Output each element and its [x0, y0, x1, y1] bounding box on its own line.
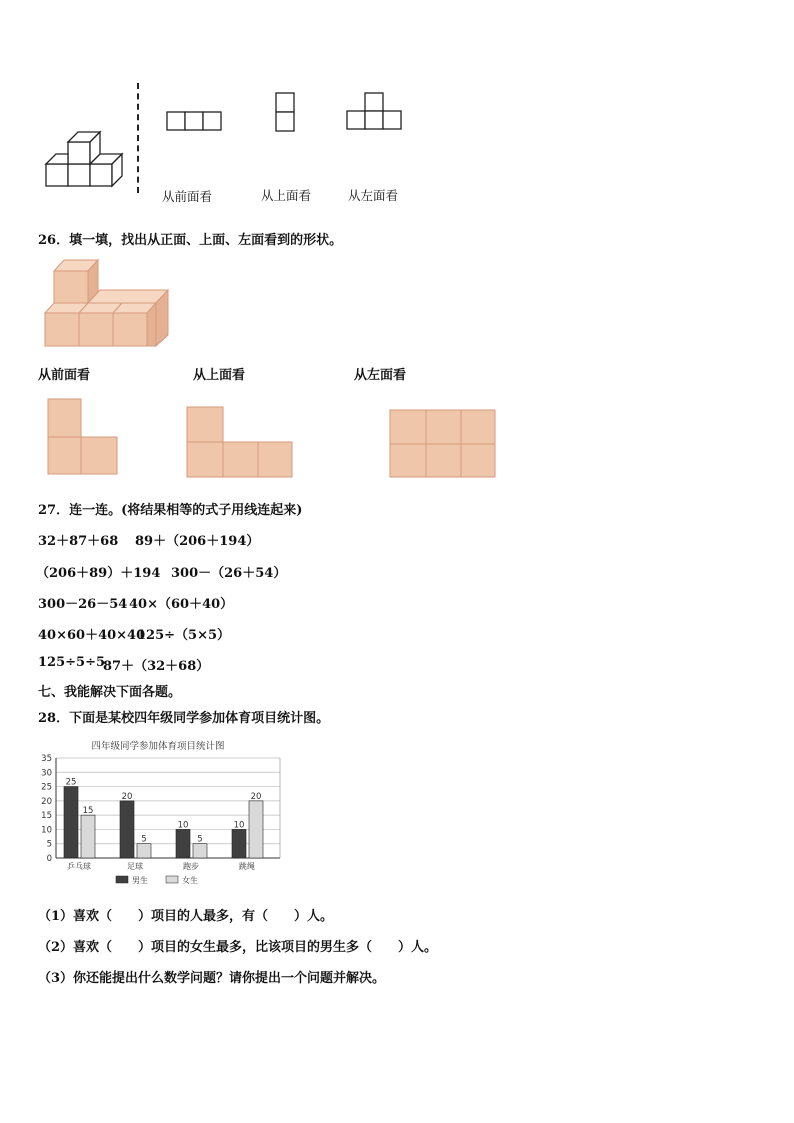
y-tick-label: 30 — [41, 768, 52, 779]
q27-row-5-left: 125÷5÷5 — [38, 655, 106, 670]
bar-value-label: 5 — [141, 834, 147, 845]
q27-row-3-left: 300－26－54 — [38, 597, 128, 612]
q27-row-3-right: 40×（60＋40） — [129, 597, 234, 612]
bar-boys — [176, 829, 190, 858]
q27-row-2-left: （206＋89）＋194 — [36, 566, 161, 581]
x-category-label: 跳绳 — [239, 862, 255, 871]
q27-row-5-right: 87＋（32＋68） — [103, 659, 210, 674]
x-category-label: 足球 — [127, 862, 143, 871]
q26-label-top: 从上面看 — [193, 368, 246, 383]
bar-value-label: 10 — [177, 820, 189, 831]
bar-boys — [120, 801, 134, 858]
q26-top-view-shape — [186, 406, 294, 478]
q26-front-view-shape — [47, 398, 119, 476]
legend-label: 男生 — [132, 876, 148, 885]
bar-value-label: 25 — [65, 777, 77, 788]
bar-value-label: 20 — [250, 791, 262, 802]
q28-question-3: （3）你还能提出什么数学问题？请你提出一个问题并解决。 — [38, 971, 386, 986]
q25-label-front: 从前面看 — [162, 189, 213, 204]
y-tick-label: 20 — [41, 796, 52, 807]
q26-heading: 26．填一填，找出从正面、上面、左面看到的形状。 — [38, 233, 343, 248]
q26-cube-stack-figure — [44, 257, 170, 349]
q26-label-left: 从左面看 — [354, 368, 407, 383]
y-tick-label: 25 — [41, 782, 52, 793]
bar-girls — [137, 844, 151, 858]
bar-value-label: 5 — [197, 834, 203, 845]
y-tick-label: 5 — [46, 839, 52, 850]
q25-front-view-shape — [166, 111, 222, 131]
q27-row-4-right: 125÷（5×5） — [137, 628, 231, 643]
bar-girls — [249, 801, 263, 858]
x-category-label: 跑步 — [183, 862, 199, 871]
q26-label-front: 从前面看 — [38, 368, 91, 383]
bar-value-label: 15 — [82, 806, 94, 817]
q25-cube-stack-figure — [44, 128, 128, 190]
x-category-label: 乒乓球 — [67, 862, 91, 871]
bar-boys — [232, 829, 246, 858]
bar-girls — [81, 815, 95, 858]
sports-bar-chart — [36, 736, 286, 891]
q27-row-1-right: 89＋（206＋194） — [135, 534, 260, 549]
q27-row-1-left: 32＋87＋68 — [38, 534, 119, 549]
y-tick-label: 10 — [41, 825, 52, 836]
y-tick-label: 15 — [41, 811, 52, 822]
legend-label: 女生 — [182, 876, 198, 885]
q25-top-view-shape — [275, 92, 295, 132]
q26-left-view-shape — [389, 409, 497, 479]
chart-title: 四年级同学参加体育项目统计图 — [91, 741, 225, 752]
y-tick-label: 35 — [41, 754, 52, 764]
bar-boys — [64, 787, 78, 858]
q27-row-4-left: 40×60＋40×40 — [38, 628, 146, 643]
y-tick-label: 0 — [46, 854, 52, 864]
q25-left-view-shape — [346, 92, 402, 130]
legend-swatch — [166, 876, 178, 883]
q28-question-1: （1）喜欢（ ）项目的人最多，有（ ）人。 — [38, 909, 334, 924]
q28-question-2: （2）喜欢（ ）项目的女生最多，比该项目的男生多（ ）人。 — [38, 940, 438, 955]
bar-girls — [193, 844, 207, 858]
q28-heading: 28．下面是某校四年级同学参加体育项目统计图。 — [38, 711, 330, 726]
q25-label-top: 从上面看 — [261, 188, 312, 203]
legend-swatch — [116, 876, 128, 883]
bar-value-label: 20 — [121, 791, 133, 802]
q25-dashed-divider — [137, 83, 139, 193]
bar-value-label: 10 — [233, 820, 245, 831]
q27-row-2-right: 300－（26＋54） — [171, 566, 287, 581]
section-7-heading: 七、我能解决下面各题。 — [38, 685, 182, 700]
q27-heading: 27．连一连。(将结果相等的式子用线连起来) — [38, 503, 303, 518]
q25-label-left: 从左面看 — [348, 188, 399, 203]
